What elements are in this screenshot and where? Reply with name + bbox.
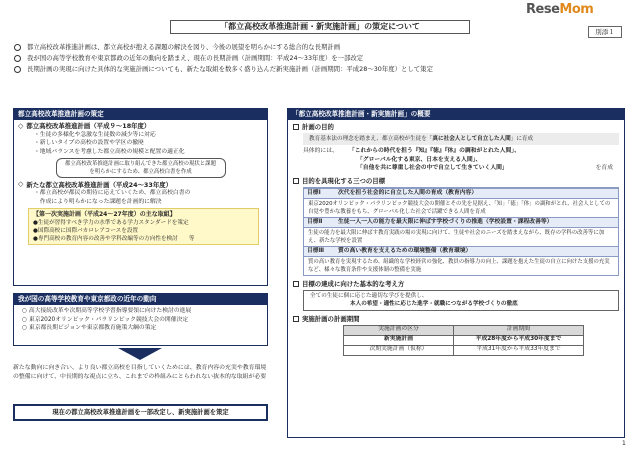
intro-text: 都立高校改革推進計画は、都立高校が抱える課題の解決を図り、今後の展望を明らかにする総合的な長期計画 — [27, 43, 341, 51]
section-title: 実施計画の計画期間 — [293, 315, 619, 323]
diamond-icon: ◇ — [18, 180, 24, 189]
intro-item — [14, 64, 626, 75]
square-bullet-icon — [293, 281, 299, 287]
first-plan-title: 【第一次実施計画（平成24～27年度）の主な取組】 — [33, 211, 176, 218]
circle-bullet-icon — [14, 66, 21, 73]
logo-text-a: Rese — [526, 2, 560, 17]
table-cell: 次期実施計画（仮称） — [344, 345, 454, 355]
bullet-item: ・地域バランスを考慮した都立高校の規模と配置の適正化 — [34, 148, 185, 155]
table-cell: 新実施計画 — [344, 335, 454, 345]
logo-text-b: Mom — [559, 2, 594, 17]
page-number: 1 — [622, 440, 626, 447]
section-title: 計画の目的 — [293, 123, 619, 131]
goals-box — [303, 187, 619, 276]
first-plan-box — [28, 208, 259, 245]
intro-list — [14, 42, 626, 75]
concrete-line: 「これからの時代を担う『知』『徳』『体』の調和がとれた人間」、 — [349, 148, 521, 154]
intro-item — [14, 53, 626, 64]
plan-overview-panel — [287, 108, 625, 438]
conclusion-box: 現在の都立高校改革推進計画を一部改定し、新実施計画を策定 — [13, 404, 268, 421]
circle-bullet-icon — [14, 55, 21, 62]
basic-line: 全ての生徒に個に応じた適切な学びを提供し、 — [310, 292, 428, 299]
diamond-icon: ◇ — [18, 122, 24, 130]
intro-item — [14, 42, 626, 53]
purpose-highlight: 真に社会人として自立した人間 — [432, 136, 511, 142]
purpose-box: 教育基本法の理念を踏まえ、都立高校が生徒を「真に社会人として自立した人間」に育成 — [303, 133, 619, 145]
bullet-item: ・生徒の多様化や急激な生徒数の減少等に対応 — [34, 131, 156, 138]
intro-text: 我が国の高等学校教育や東京都政の近年の動向を踏まえ、現在の長期計画（計画期間：平成24～33年度）を一部改定 — [27, 54, 364, 62]
square-bullet-icon — [293, 316, 299, 322]
table-cell: 平成31年度から平成33年度まで — [454, 345, 584, 355]
concrete-label: 具体的には、 — [303, 148, 338, 154]
table-header: 計画期間 — [454, 325, 584, 335]
panel-header: 都立高校改革推進計画の策定 — [14, 109, 267, 120]
table-cell: 平成28年度から平成30年度まで — [454, 335, 584, 345]
bullet-item: 作成により明らかになった課題を計画的に解決 — [34, 198, 162, 205]
goal-row: 目標Ⅱ 生徒一人一人の能力を最大限に伸ばす学校づくりの推進（学校設置・課程改善等） — [304, 217, 618, 228]
first-plan-item: ●国際高校に国際バカロレアコースを設置 — [33, 228, 139, 234]
table-row — [344, 335, 584, 345]
recent-trends-panel — [13, 293, 268, 346]
resemom-logo — [526, 2, 593, 18]
goal-desc: 質の高い教育を実現するため、組織的な学校経営の強化、教員の指導力の向上、課題を抱えた生徒の自立に向けた支援の充実など、様々な教育条件や支援体制の整備を実施 — [308, 258, 610, 273]
table-header: 実施計画の区分 — [344, 325, 454, 335]
first-plan-item: ●生徒が習得すべき学力の水準である学力スタンダードを策定 — [33, 220, 189, 226]
intro-text: 長期計画の実現に向けた具体的な実施計画についても、新たな取組を数多く盛り込んだ新実施計画（計画期間：平成28～30年度）として策定 — [27, 65, 433, 73]
basic-approach-box — [303, 290, 619, 311]
period-table — [343, 325, 584, 356]
basic-line: 本人の希望・適性に応じた進学・就職につながる学校づくりの徹底 — [350, 301, 518, 307]
section-title: ◇ 新たな都立高校改革推進計画（平成24～33年度） — [18, 180, 172, 189]
attachment-badge: 別添１ — [588, 26, 622, 38]
section-title: 目標の達成に向けた基本的な考え方 — [293, 280, 619, 288]
concrete-line: 「自他を共に尊重し社会の中で自立して生きていく人間」 — [357, 165, 508, 171]
goal-desc: 生徒の能力を最大限に伸ばす教育実践の場の実現に向けて、生徒や社会のニーズを踏まえながら、既存の学科の改善等に加え、新たな学校を設置 — [308, 229, 605, 244]
panel-header: 「都立高校改革推進計画・新実施計画」の概要 — [288, 109, 624, 120]
bullet-item: ・都立高校が都民の期待に応えていくため、都立高校白書の — [34, 190, 191, 196]
first-plan-item: ●専門高校の教育内容の改善や学科改編等の方向性を検討 等 — [33, 236, 195, 242]
square-bullet-icon — [293, 178, 299, 184]
circle-bullet-icon — [14, 44, 21, 51]
square-bullet-icon — [293, 124, 299, 130]
whitepaper-note: 都立高校改革推進計画に取り組んできた都立高校の現状と課題を明らかにするため、都立高校白書を作成 — [56, 158, 226, 178]
section-title: 目的を具現化する三つの目標 — [293, 177, 619, 185]
concrete-line: 「グローバル化する東京、日本を支える人間」、 — [357, 156, 482, 163]
goal-row: 目標Ⅲ 質の高い教育を支えるための環境整備（教育環境） — [304, 246, 618, 257]
trend-item: ○ 東京都長期ビジョンや東京都教育施策大綱の策定 — [22, 325, 157, 331]
bullet-item: ・新しいタイプの高校の設置や学区の撤廃 — [34, 140, 144, 147]
goal-row: 目標Ⅰ 次代を担う社会的に自立した人間の育成（教育内容） — [304, 188, 618, 199]
goal-desc: 東京2020オリンピック・パラリンピック競技大会の開催とその先を見据え、「知」「徳」「体」の調和がとれ、社会人としての自覚や豊かな教養をもち、グローバル化した社会で活躍できる人間を育成 — [308, 200, 611, 215]
section-title: ◇ 都立高校改革推進計画（平成９～18年度） — [18, 122, 151, 131]
table-header-row — [344, 325, 584, 335]
page-title: 「都立高校改革推進計画・新実施計画」の策定について — [170, 20, 470, 34]
panel-header: 我が国の高等学校教育や東京都政の近年の動向 — [14, 294, 267, 305]
table-row — [344, 345, 584, 355]
down-arrow-icon — [118, 348, 162, 360]
plan-formulation-panel — [13, 108, 268, 286]
concrete-tail: を育成 — [595, 165, 613, 171]
trend-item: ○ 高大接続改革や次期高等学校学習指導要領に向けた検討の進展 — [22, 308, 192, 314]
necessity-text: 新たな動向に向き合い、より良い都立高校を目指していくためには、教育内容の充実や教育環境の整備に向けて、中長期的な視点に立ち、これまでの枠組みにとらわれない抜本的な取組が必要 — [13, 365, 267, 380]
trend-item: ○ 東京2020オリンピック・パラリンピック競技大会の開催決定 — [22, 316, 189, 323]
